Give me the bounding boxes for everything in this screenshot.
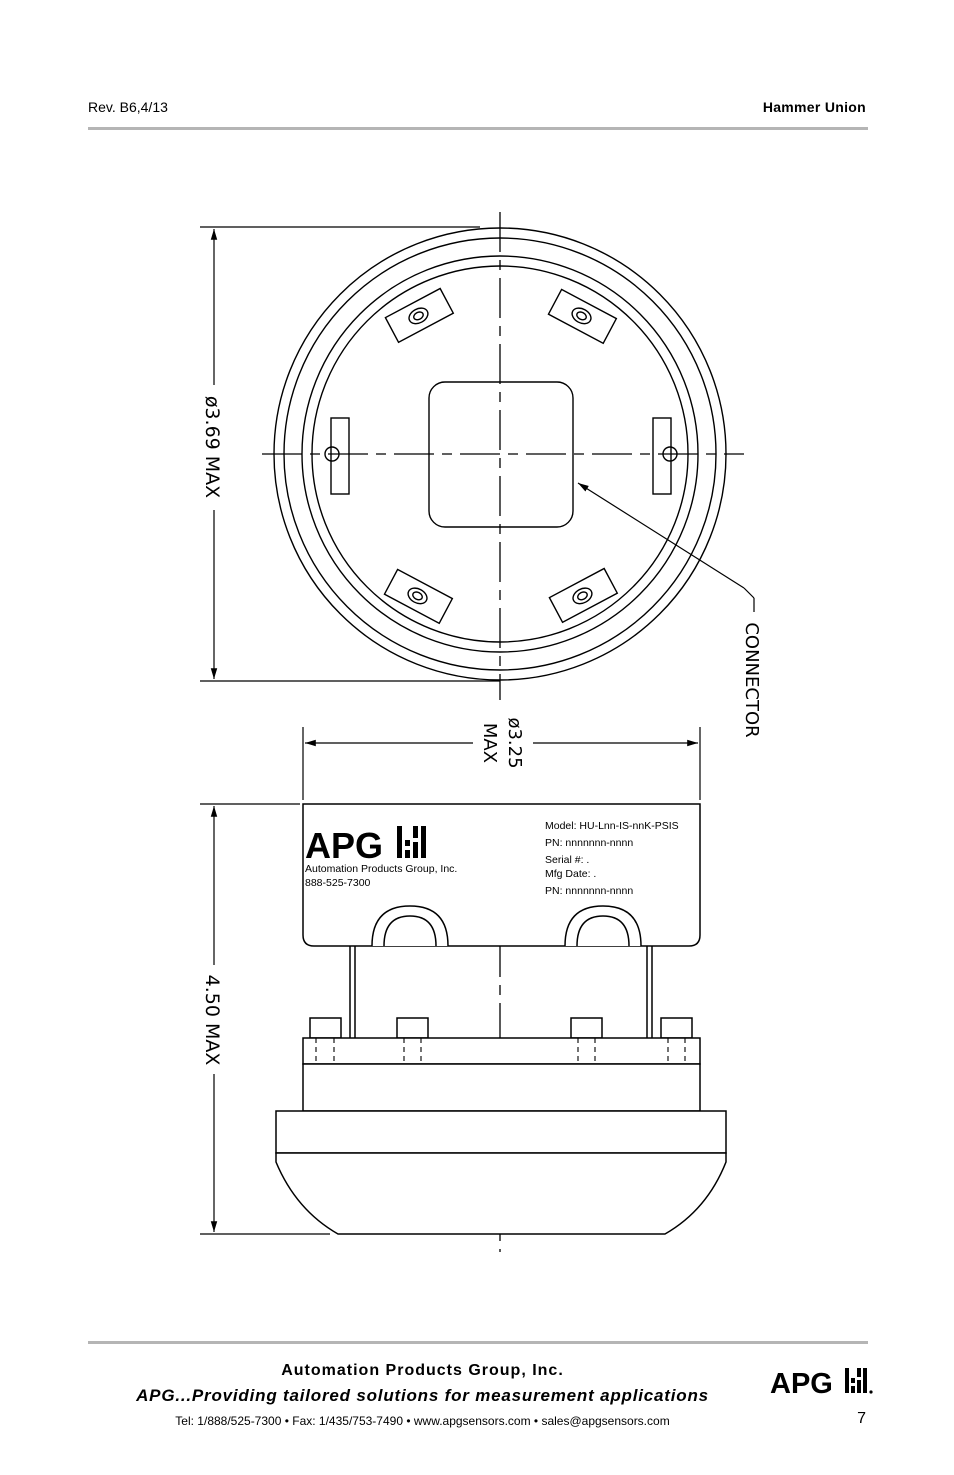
label-pn-2: PN: nnnnnnn-nnnn — [545, 885, 634, 897]
dim-width — [303, 727, 700, 800]
bolt-top-right — [548, 289, 616, 343]
left-tab — [331, 418, 349, 494]
footer-divider — [88, 1341, 868, 1344]
footer-logo — [770, 1365, 876, 1397]
footer-logo-text: APG — [770, 1368, 833, 1397]
body — [303, 1064, 700, 1111]
label-model: Model: HU-Lnn-IS-nnK-PSIS — [545, 820, 679, 832]
footer-contact: Tel: 1/888/525-7300 • Fax: 1/435/753-7490 • www.apgsensors.com • sales@apgsensors.com — [175, 1414, 670, 1428]
flange — [303, 1038, 700, 1064]
hammer-nut-cone — [276, 1153, 726, 1234]
connector-label: CONNECTOR — [741, 622, 762, 738]
label-brand: APG — [305, 825, 384, 866]
footer-company: Automation Products Group, Inc. — [281, 1362, 564, 1379]
label-company: Automation Products Group, Inc. — [305, 863, 458, 875]
dim-top-diameter-label: ø3.69 MAX — [201, 395, 223, 499]
label-serial: Serial #: . — [545, 854, 590, 866]
label-mfg-date: Mfg Date: . — [545, 868, 597, 880]
footer-tagline: APG...Providing tailored solutions for measurement applications — [136, 1386, 709, 1405]
bolt-bottom-right — [549, 568, 617, 622]
label-pn-1: PN: nnnnnnn-nnnn — [545, 837, 634, 849]
bolt-top-left — [385, 288, 453, 342]
dim-width-max: MAX — [479, 722, 500, 764]
label-phone: 888-525-7300 — [305, 877, 371, 889]
footer-logo-mark-icon — [845, 1368, 873, 1394]
page-number: 7 — [857, 1410, 866, 1427]
revision-label: Rev. B6,4/13 — [88, 99, 168, 115]
bolt-bottom-left — [384, 569, 452, 623]
document-title: Hammer Union — [762, 99, 866, 115]
dim-width-value: ø3.25 — [504, 717, 525, 769]
hammer-nut — [276, 1111, 726, 1153]
dim-height-label: 4.50 MAX — [201, 974, 223, 1066]
right-tab — [653, 418, 671, 494]
